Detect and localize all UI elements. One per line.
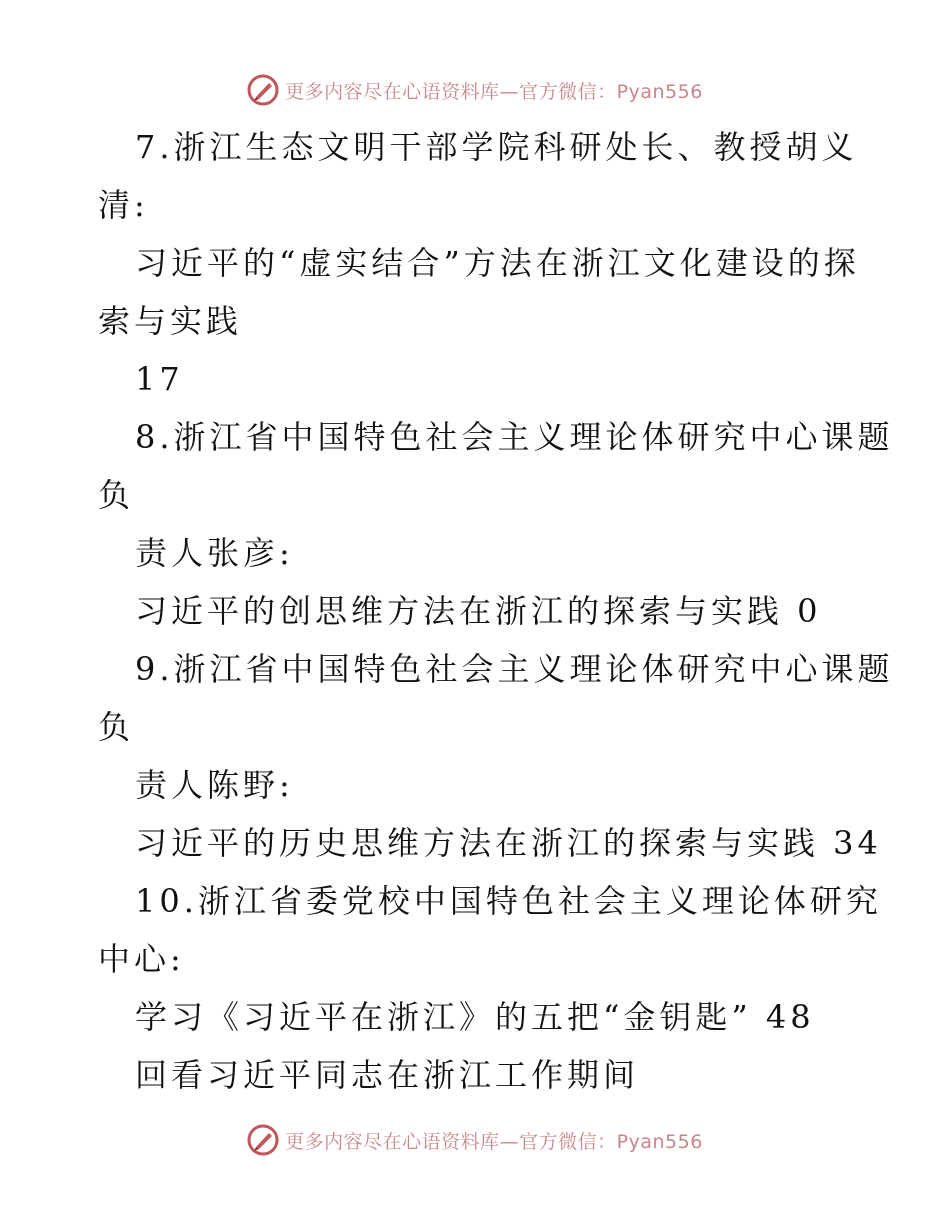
text-line: 回看习近平同志在浙江工作期间 xyxy=(135,1056,640,1094)
text-line: 习近平的历史思维方法在浙江的探索与实践 34 xyxy=(135,824,882,862)
text-line: 清: xyxy=(98,186,149,224)
text-line: 中心: xyxy=(98,940,185,978)
watermark-text: 更多内容尽在心语资料库—官方微信：Pyan556 xyxy=(285,80,703,103)
pen-logo-icon xyxy=(247,1124,279,1156)
text-line: 责人张彦: xyxy=(135,534,294,572)
footer-watermark xyxy=(0,1122,950,1158)
text-line: 习近平的“虚实结合”方法在浙江文化建设的探 xyxy=(135,244,860,282)
text-line: 7.浙江生态文明干部学院科研处长、教授胡义 xyxy=(135,128,858,166)
text-line: 10.浙江省委党校中国特色社会主义理论体研究 xyxy=(135,882,882,920)
text-line: 习近平的创思维方法在浙江的探索与实践 0 xyxy=(135,592,822,630)
header-watermark xyxy=(0,72,950,108)
watermark-text: 更多内容尽在心语资料库—官方微信：Pyan556 xyxy=(285,1130,703,1153)
text-line: 责人陈野: xyxy=(135,766,294,804)
text-line: 8.浙江省中国特色社会主义理论体研究中心课题 xyxy=(135,418,894,456)
text-line: 9.浙江省中国特色社会主义理论体研究中心课题 xyxy=(135,650,894,688)
text-line: 负 xyxy=(98,476,135,514)
text-line: 索与实践 xyxy=(98,302,243,340)
page-number-line: 17 xyxy=(135,360,184,398)
text-line: 负 xyxy=(98,708,135,746)
text-line: 学习《习近平在浙江》的五把“金钥匙” 48 xyxy=(135,998,815,1036)
pen-logo-icon xyxy=(247,74,279,106)
